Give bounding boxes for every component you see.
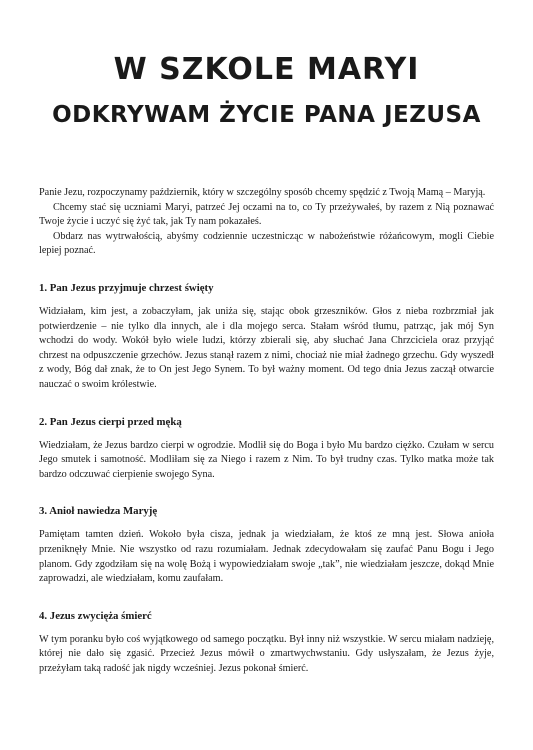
page-header [0, 52, 533, 130]
section-heading: 2. Pan Jezus cierpi przed męką [39, 415, 182, 428]
section-body: Pamiętam tamten dzień. Wokoło była cisza, jednak ja wiedziałam, że ktoś ze mną jest. Słowa anioła przeniknęły Mnie. Nie wszystko od razu rozumiałam. Jednak zdecydowałam się zaufać Panu Bogu i Jego planom. Gdy zgodziłam się na wolę Bożą i wypowiedziałam swoje „tak”, nie wiedziałam jeszcze, dokąd Mnie zaprowadzi, ale wiedziałam, komu zaufałam. [39, 529, 494, 585]
intro-prayer [39, 186, 494, 259]
section-suffering [39, 415, 494, 483]
section-baptism [39, 281, 494, 393]
intro-paragraph: Obdarz nas wytrwałością, abyśmy codziennie uczestnicząc w nabożeństwie różańcowym, mogli Ciebie lepiej poznać. [39, 230, 494, 257]
section-heading: 1. Pan Jezus przyjmuje chrzest święty [39, 281, 214, 294]
section-body: Wiedziałam, że Jezus bardzo cierpi w ogrodzie. Modlił się do Boga i było Mu bardzo ciężko. Czułam w sercu Jego smutek i samotność. Modliłam się za Niego i razem z Nim. To był trudny czas. Tylko matka może tak bardzo odczuwać cierpienie swojego Syna. [39, 439, 494, 480]
section-body: W tym poranku było coś wyjątkowego od samego początku. Był inny niż wszystkie. W sercu miałam nadzieję, której nie dało się zgasić. Przecież Jezus mówił o zmartwychwstaniu. Gdy usłyszałam, że Jezus żyje, przeżyłam taką radość jak nigdy wcześniej. Jezus pokonał śmierć. [39, 633, 494, 674]
page-subtitle: ODKRYWAM ŻYCIE PANA JEZUSA [52, 102, 481, 128]
intro-paragraph: Panie Jezu, rozpoczynamy październik, który w szczególny sposób chcemy spędzić z Twoją Mamą – Maryją. [39, 187, 486, 198]
section-heading: 3. Anioł nawiedza Maryję [39, 505, 158, 518]
section-body: Widziałam, kim jest, a zobaczyłam, jak uniża się, stając obok grzeszników. Głos z nieba rozbrzmiał jak potwierdzenie – nie tylko dla innych, ale i dla mojego serca. Stałam wśród tłumu, patrząc, jak mój Syn wchodzi do wody. Wokół było wiele ludzi, którzy zbierali się, aby słuchać Jana Chrzciciela oraz przyjąć chrzest na odpuszczenie grzechów. Jezus stanął razem z nimi, chociaż nie miał żadnego grzechu. Gdy wyszedł z wody, Bóg dał znak, że to On jest Jego Synem. To był ważny moment. Od tego dnia Jezus zaczął otwarcie nauczać o swoim królestwie. [39, 305, 494, 390]
page-title: W SZKOLE MARYI [113, 52, 420, 87]
document-content [39, 186, 494, 676]
section-resurrection [39, 609, 494, 677]
intro-paragraph: Chcemy stać się uczniami Maryi, patrzeć Jej oczami na to, co Ty przeżywałeś, by razem z Nią poznawać Twoje życie i uczyć się żyć tak, jak Ty nam pokazałeś. [39, 201, 494, 228]
section-annunciation [39, 504, 494, 586]
section-heading: 4. Jezus zwycięża śmierć [39, 609, 152, 622]
